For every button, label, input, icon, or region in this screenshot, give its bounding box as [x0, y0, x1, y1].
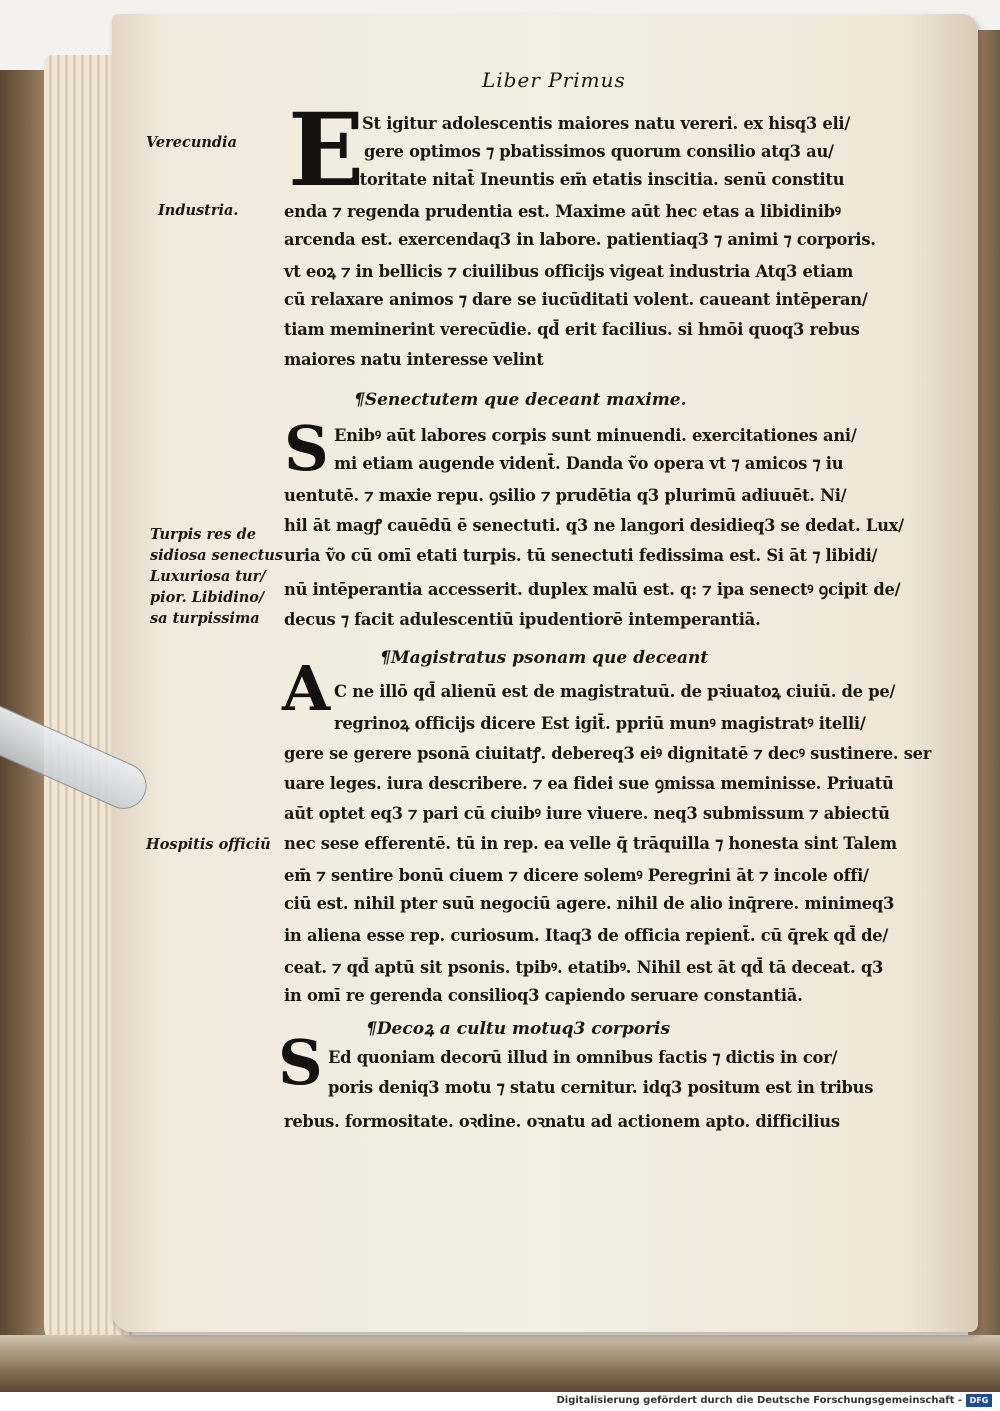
margin-note-industria: Industria.: [158, 202, 239, 219]
section-heading-decor: ¶Decoꝝ a cultu motuq3 corporis: [366, 1019, 671, 1039]
text-line: rebus. formositate. oꝛdine. oꝛnatu ad actionem apto. difficilius: [284, 1112, 840, 1131]
text-line: in aliena esse rep. curiosum. Itaq3 de officia repient̄. cū q̄rek qd̄ de/: [284, 926, 889, 945]
text-line: in omī re gerenda consilioq3 capiendo seruare constantiā.: [284, 986, 803, 1005]
book-cover-bottom: [0, 1335, 1000, 1392]
text-line: Ed quoniam decorū illud in omnibus factis ⁊ dictis in cor/: [328, 1048, 838, 1067]
text-line: St igitur adolescentis maiores natu vereri. ex hisq3 eli/: [362, 114, 851, 133]
text-line: nec sese efferentē. tū in rep. ea velle q̄ trāquilla ⁊ honesta sint Talem: [284, 834, 897, 853]
running-head: Liber Primus: [482, 68, 626, 92]
text-line: gere se gerere psonā ciuitatꝭ. debereq3 eiꝰ dignitatē ⁊ decꝰ sustinere. ser: [284, 744, 932, 763]
text-line: uare leges. iura describere. ⁊ ea fidei sue ꝯmissa meminisse. Priuatū: [284, 774, 894, 793]
dfg-logo: DFG: [966, 1394, 992, 1407]
drop-initial-s: S: [284, 412, 329, 485]
text-line: nū intēperantia accesserit. duplex malū est. q: ⁊ ipa senectꝰ ꝯcipit de/: [284, 580, 901, 599]
text-line: ctoritate nitat̄ Ineuntis em̄ etatis inscitia. senū constitu: [350, 170, 845, 189]
text-line: enda ⁊ regenda prudentia est. Maxime aūt hec etas a libidinibꝰ: [284, 202, 841, 221]
text-line: aūt optet eq3 ⁊ pari cū ciuibꝰ iure viuere. neq3 submissum ⁊ abiectū: [284, 804, 890, 823]
drop-initial-a: A: [282, 652, 331, 725]
text-line: vt eoꝝ ⁊ in bellicis ⁊ ciuilibus officijs vigeat industria Atq3 etiam: [284, 262, 854, 281]
text-line: poris deniq3 motu ⁊ statu cernitur. idq3 positum est in tribus: [328, 1078, 874, 1097]
margin-note-verecundia: Verecundia: [146, 134, 237, 151]
text-line: ceat. ⁊ qd̄ aptū sit psonis. tpibꝰ. etatibꝰ. Nihil est āt qd̄ tā deceat. q3: [284, 958, 884, 977]
text-line: em̄ ⁊ sentire bonū ciuem ⁊ dicere solemꝰ Peregrini āt ⁊ incole offi/: [284, 866, 869, 885]
section-heading-senectutem: ¶Senectutem que deceant maxime.: [354, 390, 687, 410]
text-line: ciū est. nihil pter suū negociū agere. nihil de alio inq̄rere. minimeq3: [284, 894, 895, 913]
margin-note-turpis-1: Turpis res de: [150, 526, 256, 543]
drop-initial-s2: S: [278, 1026, 323, 1099]
margin-note-turpis-5: sa turpissima: [150, 610, 260, 627]
text-line: regrinoꝝ officijs dicere Est igit̄. ppriū munꝰ magistratꝰ itelli/: [334, 714, 866, 733]
text-line: uentutē. ⁊ maxie repu. ꝯsilio ⁊ prudētia q3 plurimū adiuuēt. Ni/: [284, 486, 847, 505]
text-line: C ne illō qd̄ alienū est de magistratuū. de pꝛiuatoꝝ ciuiū. de pe/: [334, 682, 896, 701]
text-line: uria ṽo cū omī etati turpis. tū senectuti fedissima est. Si āt ⁊ libidi/: [284, 546, 878, 565]
footer-credit: Digitalisierung gefördert durch die Deutsche Forschungsgemeinschaft -: [556, 1395, 962, 1406]
drop-initial-e: E: [288, 91, 365, 209]
text-line: mi etiam augende vident̄. Danda ṽo opera vt ⁊ amicos ⁊ iu: [334, 454, 844, 473]
text-line: gere optimos ⁊ pbatissimos quorum consilio atq3 au/: [364, 142, 834, 161]
margin-note-turpis-3: Luxuriosa tur/: [150, 568, 266, 585]
text-line: tiam meminerint verecūdie. qd̄ erit facilius. si hmōi quoq3 rebus: [284, 320, 860, 339]
text-line: maiores natu interesse velint: [284, 350, 544, 369]
margin-note-hospitis: Hospitis officiū: [146, 836, 271, 853]
margin-note-turpis-4: pior. Libidino/: [150, 589, 265, 606]
text-line: decus ⁊ facit adulescentiū ipudentiorē intemperantiā.: [284, 610, 761, 629]
text-line: Enibꝰ aūt labores corpis sunt minuendi. exercitationes ani/: [334, 426, 857, 445]
text-line: arcenda est. exercendaq3 in labore. patientiaq3 ⁊ animi ⁊ corporis.: [284, 230, 876, 249]
section-heading-magistratus: ¶Magistratus psonam que deceant: [380, 648, 709, 668]
margin-note-turpis-2: sidiosa senectus: [150, 547, 283, 564]
text-line: cū relaxare animos ⁊ dare se iucūditati volent. caueant intēperan/: [284, 290, 868, 309]
text-line: hil āt magꝭ cauēdū ē senectuti. q3 ne langori desidieq3 se dedat. Lux/: [284, 516, 904, 535]
